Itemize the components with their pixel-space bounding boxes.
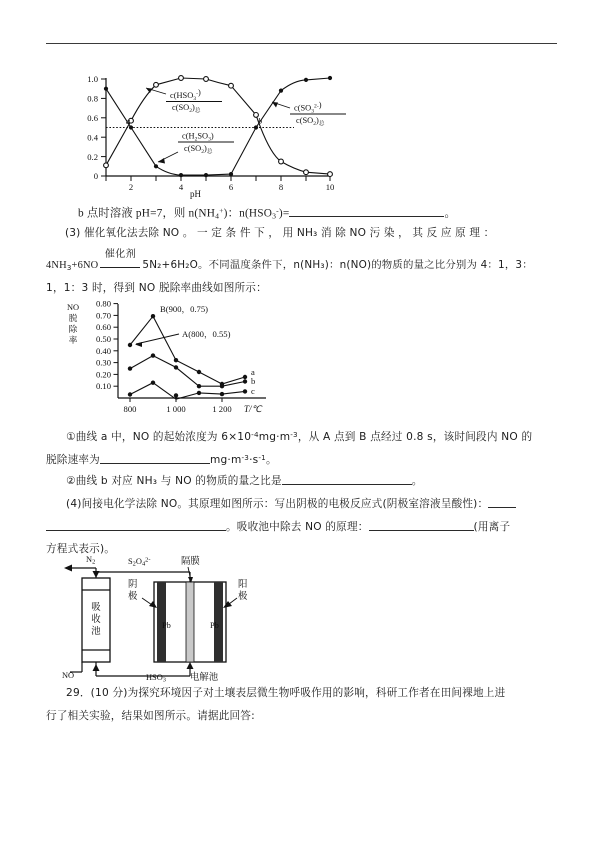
answer-blank-removal-rate[interactable] <box>100 452 210 464</box>
ph-distribution-chart <box>62 64 347 199</box>
s2o4-label: $S2O4^{2-}$ <box>128 556 151 568</box>
chart2-xlabel: T/℃ <box>244 404 262 414</box>
answer-blank-cathode-a[interactable] <box>488 496 516 508</box>
question-4-line2: 。吸收池中除去 NO 的原理： (用离子 <box>46 519 510 535</box>
svg-text:0.20: 0.20 <box>95 369 111 380</box>
chart1-markers-filled <box>104 76 332 177</box>
membrane <box>186 582 194 662</box>
chart1-point-b: b <box>258 117 263 126</box>
chart1-label-so3 <box>272 101 346 127</box>
chart2-series-label-b: b <box>251 376 256 386</box>
question-3-sub-2: ②曲线 b 对应 NH₃ 与 NO 的物质的量之比是 。 <box>66 475 423 487</box>
svg-text:除: 除 <box>68 325 78 335</box>
absorption-tower-label <box>91 602 101 637</box>
svg-text:0.80: 0.80 <box>95 298 111 309</box>
answer-blank-cathode-b[interactable] <box>46 519 226 531</box>
svg-text:1.0: 1.0 <box>87 74 98 85</box>
question-3-sub-1-line2: 脱除速率为 $mg\cdot m^{-3}\cdot s^{-1}$。 <box>46 453 277 467</box>
cathode-label <box>128 579 157 608</box>
n2-outlet <box>64 565 96 579</box>
anode-label <box>223 579 248 608</box>
svg-text:极: 极 <box>238 591 248 602</box>
chart2-ylabel <box>67 303 79 346</box>
chart2-markers-c <box>128 381 247 398</box>
svg-text:脱: 脱 <box>68 314 78 324</box>
svg-text:0.70: 0.70 <box>95 310 111 321</box>
question-4-line3: 方程式表示)。 <box>46 543 116 555</box>
svg-text:6: 6 <box>228 182 234 192</box>
chart1-label-so3-numerator: $c(SO_3^{2-})$ <box>294 100 322 115</box>
chart2-series-label-c: c <box>251 386 255 396</box>
svg-text:4: 4 <box>178 182 184 192</box>
chart1-label-hso3-denominator: $c(SO_2)_总$ <box>172 103 201 114</box>
chart2-x-ticklabels <box>124 404 232 414</box>
svg-text:10: 10 <box>325 182 335 192</box>
answer-blank-ratio[interactable] <box>282 473 412 485</box>
svg-text:0: 0 <box>93 171 98 181</box>
no-removal-rate-chart <box>62 296 332 421</box>
chart2-series-a <box>130 316 245 384</box>
answer-blank-absorber[interactable] <box>369 519 474 531</box>
no-label: NO <box>62 671 75 680</box>
question-3-sub-1-line1: ①曲线 a 中，NO 的起始浓度为 $6\times 10^{-4}mg\cdot m^{-3}$，从 A 点到 B 点经过 0.8 s，该时间段内 NO 的 <box>66 430 533 444</box>
svg-text:0.10: 0.10 <box>95 381 111 392</box>
chart1-label-so3-denominator: $c(SO_2)_总$ <box>296 116 325 127</box>
svg-text:0.60: 0.60 <box>95 322 111 333</box>
question-29-line1: 29．(10 分)为探究环境因子对土壤表层微生物呼吸作用的影响，科研工作者在田间裸地上进 <box>66 687 506 699</box>
electrolysis-cell-label: 电解池 <box>190 672 219 683</box>
catalyst-arrow: 催化剂 <box>98 258 142 273</box>
chart1-label-h2so3-numerator: $c(H_2SO_3)$ <box>182 131 214 143</box>
chart2-annotation-a <box>135 329 231 347</box>
answer-blank-b-point[interactable] <box>289 205 444 217</box>
membrane-label <box>181 555 200 583</box>
chart1-xlabel: pH <box>190 189 201 199</box>
pb-left-label: Pb <box>162 621 171 630</box>
svg-text:NO: NO <box>66 303 80 312</box>
svg-text:0.2: 0.2 <box>87 151 98 162</box>
chart1-markers-open <box>104 76 333 177</box>
svg-text:8: 8 <box>278 182 284 192</box>
hso3-pipe <box>93 662 194 676</box>
svg-text:吸: 吸 <box>91 602 101 613</box>
question-3-heading: (3) 催化氧化法去除 NO 。 一 定 条 件 下 ， 用 NH₃ 消 除 NO 污 染 ， 其 反 应 原 理 ： <box>65 227 495 239</box>
question-3-line3: 1，1：3 时，得到 NO 脱除率曲线如图所示： <box>46 282 267 294</box>
question-4-line1: (4)间接电化学法除 NO。其原理如图所示：写出阴极的电极反应式(阴极室溶液呈酸性)： <box>66 496 516 512</box>
header-divider <box>46 43 557 44</box>
question-29-line2: 行了相关实验，结果如图所示。请据此回答: <box>46 710 255 722</box>
svg-text:1 200: 1 200 <box>212 404 232 414</box>
hso3-label: HSO3- <box>146 672 169 684</box>
svg-text:A(800，0.55): A(800，0.55) <box>182 329 231 339</box>
svg-text:0.4: 0.4 <box>87 132 98 143</box>
svg-text:0.50: 0.50 <box>95 334 111 344</box>
svg-text:0.40: 0.40 <box>95 345 111 356</box>
electrochemical-cell-diagram <box>50 552 300 682</box>
chart1-label-hso3 <box>146 88 222 114</box>
svg-text:0.30: 0.30 <box>95 357 111 368</box>
chart2-series-b <box>130 356 245 387</box>
chart1-point-a: a <box>126 117 131 126</box>
svg-text:隔膜: 隔膜 <box>181 556 200 567</box>
svg-text:0.8: 0.8 <box>87 93 98 104</box>
chart2-axes <box>114 304 267 402</box>
chart2-y-ticklabels <box>96 299 111 392</box>
chart1-axes <box>101 78 330 181</box>
chart1-x-ticklabels <box>129 182 334 192</box>
chart1-series-open <box>106 78 330 174</box>
chart1-label-hso3-numerator: $c(HSO_3^-)$ <box>170 88 201 102</box>
svg-text:1 000: 1 000 <box>166 404 186 414</box>
chart2-markers-b <box>128 353 247 388</box>
svg-text:800: 800 <box>123 404 137 414</box>
chart2-series-label-a: a <box>251 367 255 377</box>
svg-text:阳: 阳 <box>238 579 248 590</box>
svg-text:率: 率 <box>68 336 78 346</box>
chart2-annotation-b: B(900，0.75) <box>160 304 208 314</box>
n2-label: N2 <box>86 555 96 566</box>
svg-text:0.6: 0.6 <box>87 113 98 123</box>
b-point-line: b 点时溶液 pH=7，则 $n(NH_4^+)$：$n(HSO_3^-)=$ 。 <box>78 206 456 221</box>
svg-text:阴: 阴 <box>128 579 138 590</box>
s2o4-pipe <box>93 571 191 582</box>
question-3-equation: $4NH_3+6NO$ 催化剂 5N₂+6H₂O。不同温度条件下，n(NH₃)：n(NO)的物质的量之比分别为 4：1，3： <box>46 249 533 272</box>
svg-text:池: 池 <box>91 626 101 637</box>
svg-text:2: 2 <box>128 182 134 192</box>
svg-text:极: 极 <box>128 591 138 602</box>
pb-right-label: Pb <box>210 621 219 630</box>
svg-text:收: 收 <box>91 614 101 625</box>
chart1-label-h2so3-denominator: $c(SO_2)_总$ <box>184 144 213 155</box>
chart1-series-filled <box>106 78 330 175</box>
chart1-y-ticklabels <box>87 74 98 181</box>
chart1-label-h2so3 <box>158 132 234 164</box>
